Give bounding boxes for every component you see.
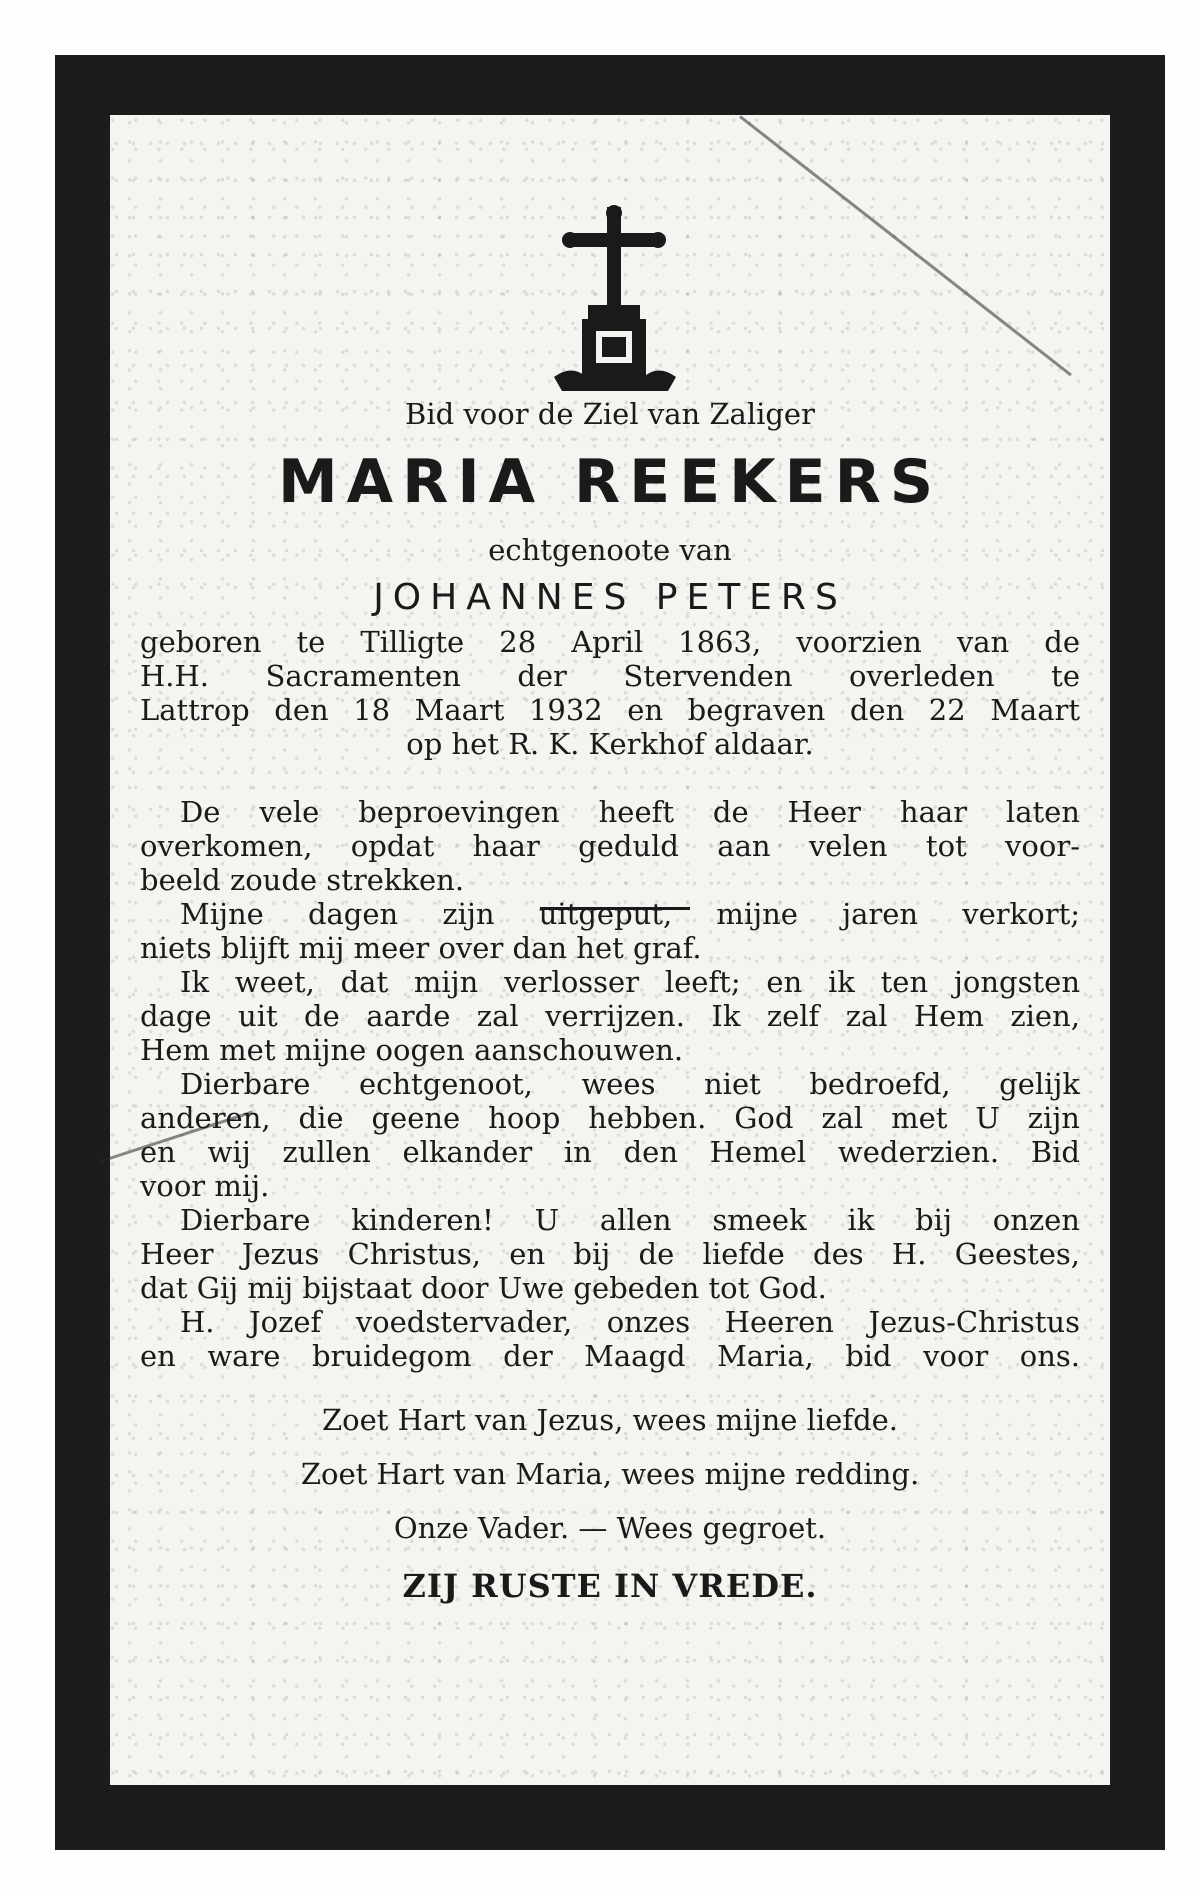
text-line: Mijne dagen zijn uitgeput, mijne jaren verkort; [180, 897, 1080, 931]
intro-line: Bid voor de Ziel van Zaliger [405, 397, 815, 431]
memorial-card [110, 115, 1110, 1785]
text-line: overkomen, opdat haar geduld aan velen tot voor- [140, 829, 1080, 863]
text-line: Hem met mijne oogen aanschouwen. [140, 1033, 684, 1067]
text-line: Ik weet, dat mijn verlosser leeft; en ik ten jongsten [180, 965, 1080, 999]
text-line: dage uit de aarde zal verrijzen. Ik zelf zal Hem zien, [140, 999, 1080, 1033]
text-line: beeld zoude strekken. [140, 863, 465, 897]
text-line: anderen, die geene hoop hebben. God zal met U zijn [140, 1101, 1080, 1135]
text-line: H. Jozef voedstervader, onzes Heeren Jezus-Christus [180, 1305, 1080, 1339]
text-line: Dierbare kinderen! U allen smeek ik bij onzen [180, 1203, 1080, 1237]
cross-pedestal-emblem [550, 205, 680, 395]
text-line: De vele beproevingen heeft de Heer haar laten [180, 795, 1080, 829]
bio-line: Lattrop den 18 Maart 1932 en begraven den 22 Maart [140, 693, 1080, 727]
relation-line: echtgenoote van [488, 533, 732, 567]
closing-line: ZIJ RUSTE IN VREDE. [402, 1567, 818, 1605]
spouse-name: JOHANNES PETERS [373, 577, 847, 618]
bio-line: geboren te Tilligte 28 April 1863, voorzien van de [140, 625, 1080, 659]
memorial-card-border [55, 55, 1165, 1850]
prayer-line: Zoet Hart van Maria, wees mijne redding. [300, 1457, 920, 1491]
deceased-name: MARIA REEKERS [277, 447, 943, 517]
crease-mark [739, 115, 1072, 376]
text-line: voor mij. [140, 1169, 270, 1203]
text-line: niets blijft mij meer over dan het graf. [140, 931, 702, 965]
prayer-line: Onze Vader. — Wees gegroet. [393, 1511, 827, 1545]
bio-line: H.H. Sacramenten der Stervenden overleden te [140, 659, 1080, 693]
text-line: Dierbare echtgenoot, wees niet bedroefd, gelijk [180, 1067, 1080, 1101]
bio-line: op het R. K. Kerkhof aldaar. [406, 727, 814, 761]
text-line: en ware bruidegom der Maagd Maria, bid voor ons. [140, 1339, 1080, 1373]
prayer-line: Zoet Hart van Jezus, wees mijne liefde. [321, 1403, 899, 1437]
text-line: dat Gij mij bijstaat door Uwe gebeden tot God. [140, 1271, 827, 1305]
text-line: Heer Jezus Christus, en bij de liefde des H. Geestes, [140, 1237, 1080, 1271]
text-line: en wij zullen elkander in den Hemel wederzien. Bid [140, 1135, 1080, 1169]
